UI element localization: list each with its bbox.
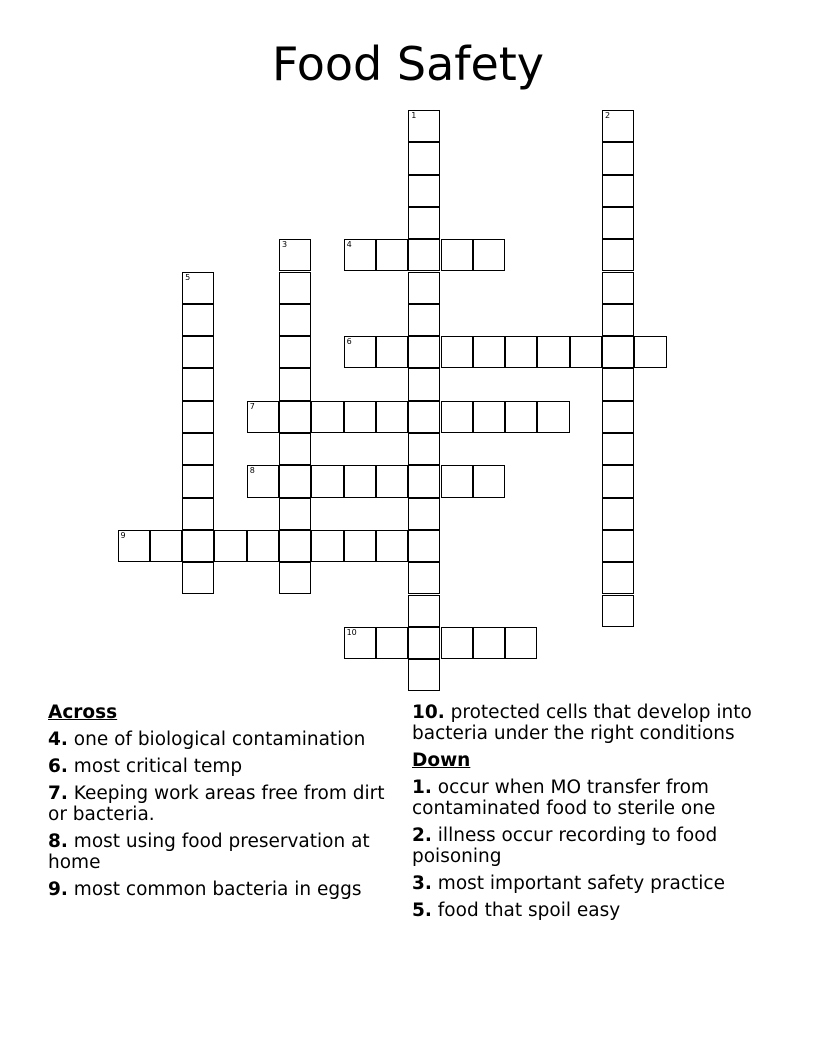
clue-number: 5 — [185, 272, 191, 282]
grid-cell[interactable] — [408, 498, 440, 530]
grid-cell[interactable] — [408, 595, 440, 627]
grid-cell[interactable] — [537, 401, 569, 433]
grid-cell[interactable] — [279, 272, 311, 304]
clue-down-1: 1. occur when MO transfer from contaminated food to sterile one — [412, 777, 716, 819]
grid-cell[interactable] — [182, 304, 214, 336]
grid-cell[interactable] — [279, 433, 311, 465]
grid-cell[interactable] — [344, 627, 376, 659]
clue-across-8: 8. most using food preservation at home — [48, 831, 370, 873]
clue-across-7: 7. Keeping work areas free from dirt or bacteria. — [48, 783, 385, 825]
grid-cell[interactable] — [441, 239, 473, 271]
grid-cell[interactable] — [376, 239, 408, 271]
grid-cell[interactable] — [344, 401, 376, 433]
grid-cell[interactable] — [602, 368, 634, 400]
grid-cell[interactable] — [602, 498, 634, 530]
grid-cell[interactable] — [214, 530, 246, 562]
grid-cell[interactable] — [344, 465, 376, 497]
grid-cell[interactable] — [408, 272, 440, 304]
grid-cell[interactable] — [602, 465, 634, 497]
page-title: Food Safety — [271, 37, 545, 91]
grid-cell[interactable] — [150, 530, 182, 562]
grid-cell[interactable] — [441, 401, 473, 433]
grid-cell[interactable] — [602, 304, 634, 336]
clue-down-2: 2. illness occur recording to food poisoning — [412, 825, 718, 867]
grid-cell[interactable] — [182, 562, 214, 594]
grid-cell[interactable] — [602, 239, 634, 271]
grid-cell[interactable] — [602, 272, 634, 304]
grid-cell[interactable] — [376, 336, 408, 368]
clue-across-9: 9. most common bacteria in eggs — [48, 879, 362, 900]
grid-cell[interactable] — [473, 336, 505, 368]
grid-cell[interactable] — [602, 336, 634, 368]
grid-cell[interactable] — [279, 368, 311, 400]
grid-cell[interactable] — [602, 142, 634, 174]
grid-cell[interactable] — [473, 239, 505, 271]
grid-cell[interactable] — [408, 336, 440, 368]
grid-cell[interactable] — [602, 595, 634, 627]
grid-cell[interactable] — [537, 336, 569, 368]
grid-cell[interactable] — [408, 175, 440, 207]
grid-cell[interactable] — [408, 465, 440, 497]
grid-cell[interactable] — [118, 530, 150, 562]
grid-cell[interactable] — [408, 304, 440, 336]
grid-cell[interactable] — [247, 465, 279, 497]
clue-across-4: 4. one of biological contamination — [48, 729, 366, 750]
clue-number: 10 — [346, 627, 357, 637]
clue-across-10: 10. protected cells that develop into bacteria under the right conditions — [412, 702, 752, 744]
grid-cell[interactable] — [408, 368, 440, 400]
grid-cell[interactable] — [408, 433, 440, 465]
grid-cell[interactable] — [247, 530, 279, 562]
clue-number: 2 — [605, 111, 611, 120]
grid-cell[interactable] — [279, 530, 311, 562]
clue-number: 3 — [282, 240, 288, 250]
grid-cell[interactable] — [408, 627, 440, 659]
grid-cell[interactable] — [182, 530, 214, 562]
grid-cell[interactable] — [408, 659, 440, 691]
grid-cell[interactable] — [602, 433, 634, 465]
grid-cell[interactable] — [408, 239, 440, 271]
grid-cell[interactable] — [408, 530, 440, 562]
grid-cell[interactable] — [376, 627, 408, 659]
grid-cell[interactable] — [279, 239, 311, 271]
grid-cell[interactable] — [441, 627, 473, 659]
clues-left-column — [48, 702, 393, 906]
down-heading: Down — [412, 750, 471, 771]
grid-cell[interactable] — [182, 401, 214, 433]
grid-cell[interactable] — [279, 336, 311, 368]
grid-cell[interactable] — [408, 562, 440, 594]
grid-cell[interactable] — [344, 239, 376, 271]
grid-cell[interactable] — [602, 175, 634, 207]
clue-number: 6 — [346, 337, 352, 347]
grid-cell[interactable] — [182, 465, 214, 497]
clue-down-5: 5. food that spoil easy — [412, 900, 621, 921]
grid-cell[interactable] — [279, 304, 311, 336]
grid-cell[interactable] — [344, 530, 376, 562]
clue-number: 4 — [346, 240, 352, 250]
clue-number: 8 — [249, 466, 255, 476]
grid-cell[interactable] — [602, 562, 634, 594]
clue-number: 7 — [249, 401, 255, 411]
grid-cell[interactable] — [441, 336, 473, 368]
grid-cell[interactable] — [311, 465, 343, 497]
grid-cell[interactable] — [473, 465, 505, 497]
grid-cell[interactable] — [505, 401, 537, 433]
grid-cell[interactable] — [311, 401, 343, 433]
grid-cell[interactable] — [602, 401, 634, 433]
grid-cell[interactable] — [376, 401, 408, 433]
grid-cell[interactable] — [473, 627, 505, 659]
grid-cell[interactable] — [602, 110, 634, 142]
grid-cell[interactable] — [602, 530, 634, 562]
grid-cell[interactable] — [408, 207, 440, 239]
clue-across-6: 6. most critical temp — [48, 756, 243, 777]
clue-number: 9 — [120, 530, 126, 540]
grid-cell[interactable] — [182, 368, 214, 400]
grid-cell[interactable] — [279, 562, 311, 594]
grid-cell[interactable] — [473, 401, 505, 433]
grid-cell[interactable] — [182, 272, 214, 304]
clue-down-3: 3. most important safety practice — [412, 873, 725, 894]
grid-cell[interactable] — [344, 336, 376, 368]
grid-cell[interactable] — [505, 336, 537, 368]
grid-cell[interactable] — [505, 627, 537, 659]
grid-cell[interactable] — [570, 336, 602, 368]
grid-cell[interactable] — [279, 465, 311, 497]
across-heading: Across — [48, 702, 118, 723]
grid-cell[interactable] — [408, 110, 440, 142]
clues-right-column — [412, 702, 772, 927]
grid-cell[interactable] — [634, 336, 666, 368]
grid-cell[interactable] — [182, 336, 214, 368]
grid-cell[interactable] — [311, 530, 343, 562]
grid-cell[interactable] — [182, 498, 214, 530]
grid-cell[interactable] — [376, 530, 408, 562]
grid-cell[interactable] — [247, 401, 279, 433]
grid-cell[interactable] — [376, 465, 408, 497]
grid-cell[interactable] — [279, 498, 311, 530]
grid-cell[interactable] — [441, 465, 473, 497]
grid-cell[interactable] — [182, 433, 214, 465]
clue-number: 1 — [411, 111, 417, 120]
grid-cell[interactable] — [408, 142, 440, 174]
grid-cell[interactable] — [408, 401, 440, 433]
grid-cell[interactable] — [602, 207, 634, 239]
grid-cell[interactable] — [279, 401, 311, 433]
